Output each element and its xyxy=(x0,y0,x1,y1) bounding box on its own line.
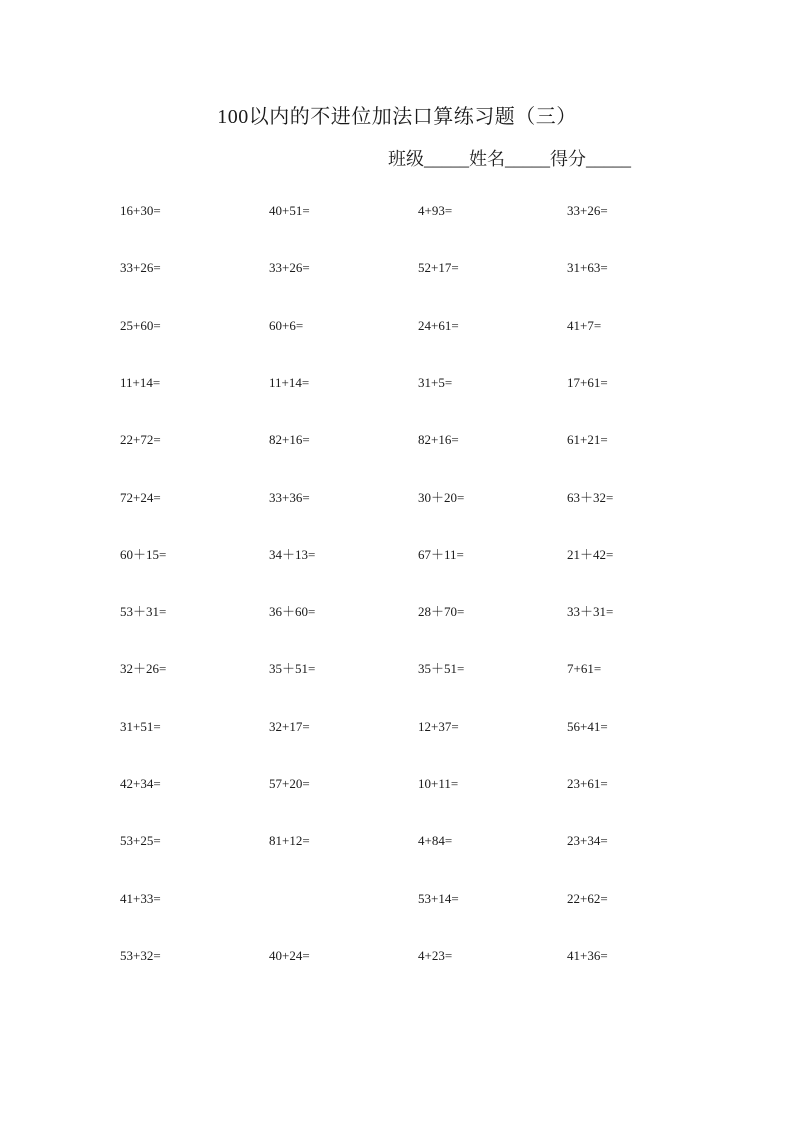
arithmetic-problem: 4+84= xyxy=(418,833,453,848)
arithmetic-problem: 23+61= xyxy=(567,776,608,791)
arithmetic-problem: 12+37= xyxy=(418,719,459,734)
arithmetic-problem: 82+16= xyxy=(269,432,310,447)
arithmetic-problem: 11+14= xyxy=(269,375,310,390)
arithmetic-problem: 60+6= xyxy=(269,318,304,333)
arithmetic-problem: 31+51= xyxy=(120,719,161,734)
arithmetic-problem: 53+25= xyxy=(120,833,161,848)
arithmetic-problem: 28＋70= xyxy=(418,604,465,619)
arithmetic-problem: 40+51= xyxy=(269,203,310,218)
arithmetic-problem: 24+61= xyxy=(418,318,459,333)
arithmetic-problem: 30＋20= xyxy=(418,490,465,505)
arithmetic-problem: 60＋15= xyxy=(120,547,167,562)
arithmetic-problem: 33+26= xyxy=(269,260,310,275)
arithmetic-problem: 67＋11= xyxy=(418,547,464,562)
arithmetic-problem: 4+23= xyxy=(418,948,453,963)
arithmetic-problem: 23+34= xyxy=(567,833,608,848)
arithmetic-problem: 22+62= xyxy=(567,891,608,906)
arithmetic-problem: 41+36= xyxy=(567,948,608,963)
arithmetic-problem: 34＋13= xyxy=(269,547,316,562)
arithmetic-problem: 31+5= xyxy=(418,375,453,390)
arithmetic-problem: 40+24= xyxy=(269,948,310,963)
arithmetic-problem: 81+12= xyxy=(269,833,310,848)
arithmetic-problem: 41+33= xyxy=(120,891,161,906)
arithmetic-problem: 57+20= xyxy=(269,776,310,791)
arithmetic-problem: 56+41= xyxy=(567,719,608,734)
arithmetic-problem: 16+30= xyxy=(120,203,161,218)
arithmetic-problem: 33＋31= xyxy=(567,604,614,619)
student-info-line: 班级_____姓名_____得分_____ xyxy=(388,149,631,169)
arithmetic-problem: 7+61= xyxy=(567,661,602,676)
arithmetic-problem: 21＋42= xyxy=(567,547,614,562)
arithmetic-problem: 35＋51= xyxy=(418,661,465,676)
arithmetic-problem: 61+21= xyxy=(567,432,608,447)
arithmetic-problem: 42+34= xyxy=(120,776,161,791)
arithmetic-problem: 72+24= xyxy=(120,490,161,505)
arithmetic-problem: 11+14= xyxy=(120,375,161,390)
arithmetic-problem: 41+7= xyxy=(567,318,602,333)
arithmetic-problem: 53＋31= xyxy=(120,604,167,619)
arithmetic-problem: 4+93= xyxy=(418,203,453,218)
arithmetic-problem: 35＋51= xyxy=(269,661,316,676)
arithmetic-problem: 17+61= xyxy=(567,375,608,390)
arithmetic-problem: 33+26= xyxy=(567,203,608,218)
arithmetic-problem: 10+11= xyxy=(418,776,459,791)
arithmetic-problem: 32+17= xyxy=(269,719,310,734)
arithmetic-problem: 25+60= xyxy=(120,318,161,333)
arithmetic-problem: 52+17= xyxy=(418,260,459,275)
arithmetic-problem: 22+72= xyxy=(120,432,161,447)
worksheet-title: 100以内的不进位加法口算练习题（三） xyxy=(217,106,577,128)
arithmetic-problem: 82+16= xyxy=(418,432,459,447)
arithmetic-problem: 33+36= xyxy=(269,490,310,505)
arithmetic-problem: 53+32= xyxy=(120,948,161,963)
arithmetic-problem: 31+63= xyxy=(567,260,608,275)
arithmetic-problem: 32＋26= xyxy=(120,661,167,676)
arithmetic-problem: 63＋32= xyxy=(567,490,614,505)
arithmetic-problem: 33+26= xyxy=(120,260,161,275)
arithmetic-problem: 36＋60= xyxy=(269,604,316,619)
arithmetic-problem: 53+14= xyxy=(418,891,459,906)
